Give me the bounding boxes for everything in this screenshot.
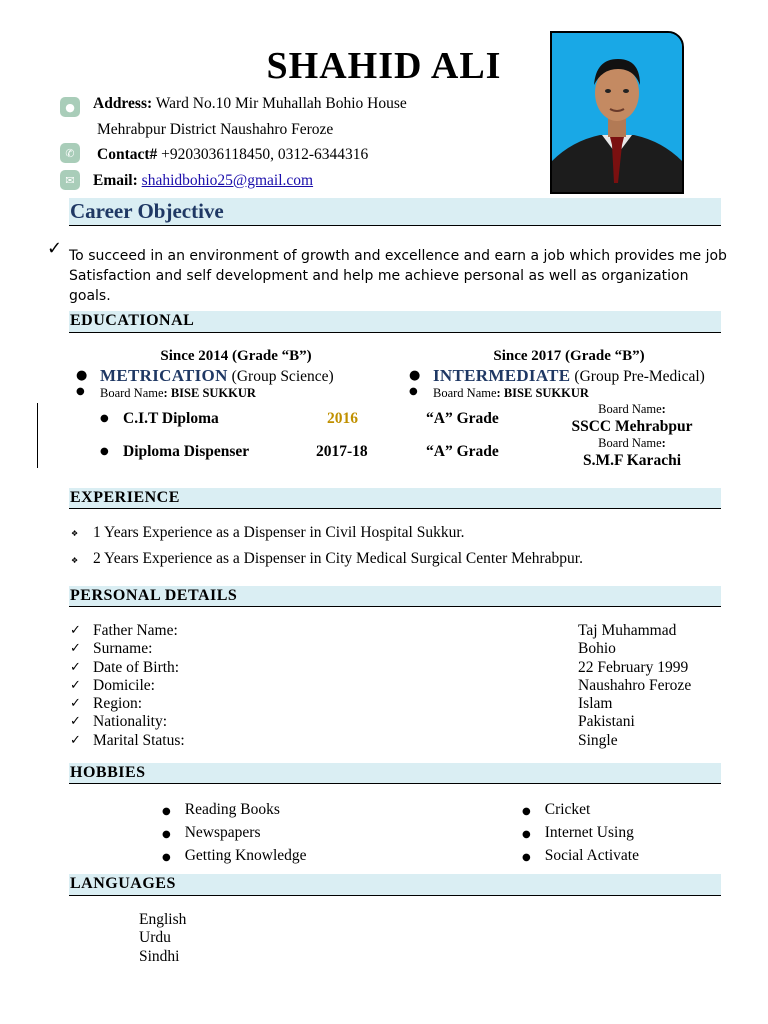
hobby-text: Newspapers [184,824,261,841]
personal-details-list [70,622,730,750]
edu-right-board-value: BISE SUKKUR [503,386,589,400]
experience-section-header [69,488,721,509]
personal-value: Pakistani [578,713,635,731]
personal-section-header [69,586,721,607]
experience-item-2: 2 Years Experience as a Dispenser in City Medical Surgical Center Mehrabpur. [93,550,583,567]
diploma-2-board-label-text: Board Name [598,436,662,450]
contact-line [97,146,368,164]
bullet-icon: ● [409,386,418,397]
personal-value: Bohio [578,640,616,658]
hobby-item [522,845,639,868]
bullet-icon: ● [522,829,531,840]
hobby-item [522,822,639,845]
personal-row [70,677,730,695]
education-section-header [69,311,721,333]
edu-right-since: Since 2017 (Grade “B”) [493,348,645,364]
checkmark-icon: ✓ [70,677,81,693]
personal-row [70,622,730,640]
edu-right-degree: INTERMEDIATE [433,366,571,385]
diploma-2-board-value: S.M.F Karachi [582,452,681,469]
address-line-2: Mehrabpur District Naushahro Feroze [97,121,334,138]
diploma-1-board-value: SSCC Mehrabpur [571,418,693,435]
hobby-text: Internet Using [544,824,634,841]
diploma-2-grade: “A” Grade [426,443,499,460]
hobbies-left-list [162,799,307,868]
bullet-icon: ● [76,386,85,397]
location-icon: ● [60,97,80,117]
email-line [93,172,313,190]
hobbies-section-header [69,763,721,784]
personal-label: Marital Status: [93,731,185,749]
diploma-1-year: 2016 [327,410,358,427]
career-title: Career Objective [70,199,224,223]
personal-value: Taj Muhammad [578,622,677,639]
bullet-icon: ● [409,368,421,383]
mail-icon: ✉ [60,170,80,190]
phone-icon: ✆ [60,143,80,163]
personal-row [70,713,730,731]
profile-photo [550,31,684,194]
edu-right-board: Board Name: BISE SUKKUR [433,386,589,400]
checkmark-icon: ✓ [70,659,81,675]
hobby-item [522,799,639,822]
diploma-2-year: 2017-18 [316,443,368,460]
personal-label: Father Name: [93,622,178,639]
personal-label: Surname: [93,640,153,658]
diploma-2-board-label: Board Name: [598,436,666,450]
profile-photo-illustration [552,33,682,192]
bullet-icon: ● [522,806,531,817]
address-label: Address: [93,95,153,112]
personal-row [70,659,730,677]
personal-row [70,695,730,713]
personal-value: 22 February 1999 [578,658,689,676]
personal-row [70,732,730,750]
hobby-text: Getting Knowledge [184,847,307,864]
personal-label: Nationality: [93,713,168,731]
personal-title: PERSONAL DETAILS [70,587,238,604]
margin-line [37,403,38,468]
personal-label: Region: [93,695,143,713]
personal-value: Naushahro Feroze [578,676,692,694]
bullet-icon: ● [162,806,171,817]
bullet-icon: ● [522,852,531,863]
contact-value: +9203036118450, 0312-6344316 [161,146,369,163]
edu-left-since: Since 2014 (Grade “B”) [160,348,312,364]
personal-row [70,640,730,658]
experience-item-1: 1 Years Experience as a Dispenser in Civil Hospital Sukkur. [93,524,465,541]
edu-left-board-label: Board Name [100,386,164,400]
diploma-2-name: Diploma Dispenser [123,443,250,460]
address-value-1: Ward No.10 Mir Muhallah Bohio House [155,95,407,112]
diploma-1-board-label: Board Name: [598,402,666,416]
hobby-item [162,845,307,868]
hobbies-title: HOBBIES [70,764,146,781]
language-item: English [139,911,187,928]
bullet-icon: ● [162,852,171,863]
checkmark-icon: ✓ [70,732,81,748]
diploma-1-board-label-text: Board Name [598,402,662,416]
edu-right-degree-line [433,366,705,386]
diamond-bullet-icon: ❖ [71,556,79,565]
edu-right-group: (Group Pre-Medical) [574,368,705,385]
personal-value: Single [578,731,618,749]
email-label: Email: [93,172,138,189]
language-item: Urdu [139,929,171,947]
checkmark-icon: ✓ [70,714,81,730]
languages-title: LANGUAGES [70,875,176,892]
resume-name: SHAHID ALI [266,45,502,87]
career-section-header [69,198,721,226]
checkmark-icon: ✓ [70,696,81,712]
email-link[interactable]: shahidbohio25@gmail.com [141,172,314,189]
diploma-1-grade: “A” Grade [426,410,499,427]
bullet-icon: ● [100,446,109,457]
diploma-1-name: C.I.T Diploma [123,410,219,427]
experience-title: EXPERIENCE [70,489,180,506]
contact-label: Contact# [97,146,158,163]
personal-label: Domicile: [93,676,155,694]
edu-right-board-label: Board Name [433,386,497,400]
career-text-line-2: Satisfaction and self development and help me achieve personal as well as organization goals. [69,268,689,304]
bullet-icon: ● [76,368,88,383]
languages-list [139,911,186,966]
diamond-bullet-icon: ❖ [71,529,79,538]
hobby-text: Social Activate [544,847,639,864]
hobby-text: Reading Books [184,801,280,818]
bullet-icon: ● [162,829,171,840]
personal-label: Date of Birth: [93,658,180,676]
address-line-1 [93,95,407,113]
education-title: EDUCATIONAL [70,312,195,329]
language-item: Sindhi [139,947,180,965]
checkmark-icon: ✓ [70,623,81,638]
edu-left-degree: METRICATION [100,366,228,385]
hobby-item [162,822,307,845]
hobby-text: Cricket [544,801,591,818]
edu-left-group: (Group Science) [231,368,334,385]
bullet-icon: ● [100,413,109,424]
career-objective-text [69,246,729,306]
career-text-line-1: To succeed in an environment of growth and excellence and earn a job which provides me job [69,248,727,264]
checkmark-icon: ✓ [70,641,81,657]
hobbies-right-list [522,799,639,868]
checkmark-icon: ✓ [47,238,63,259]
languages-section-header [69,874,721,896]
edu-left-degree-line [100,366,334,386]
hobby-item [162,799,307,822]
edu-left-board: Board Name: BISE SUKKUR [100,386,256,400]
edu-left-board-value: BISE SUKKUR [170,386,256,400]
personal-value: Islam [578,695,613,713]
